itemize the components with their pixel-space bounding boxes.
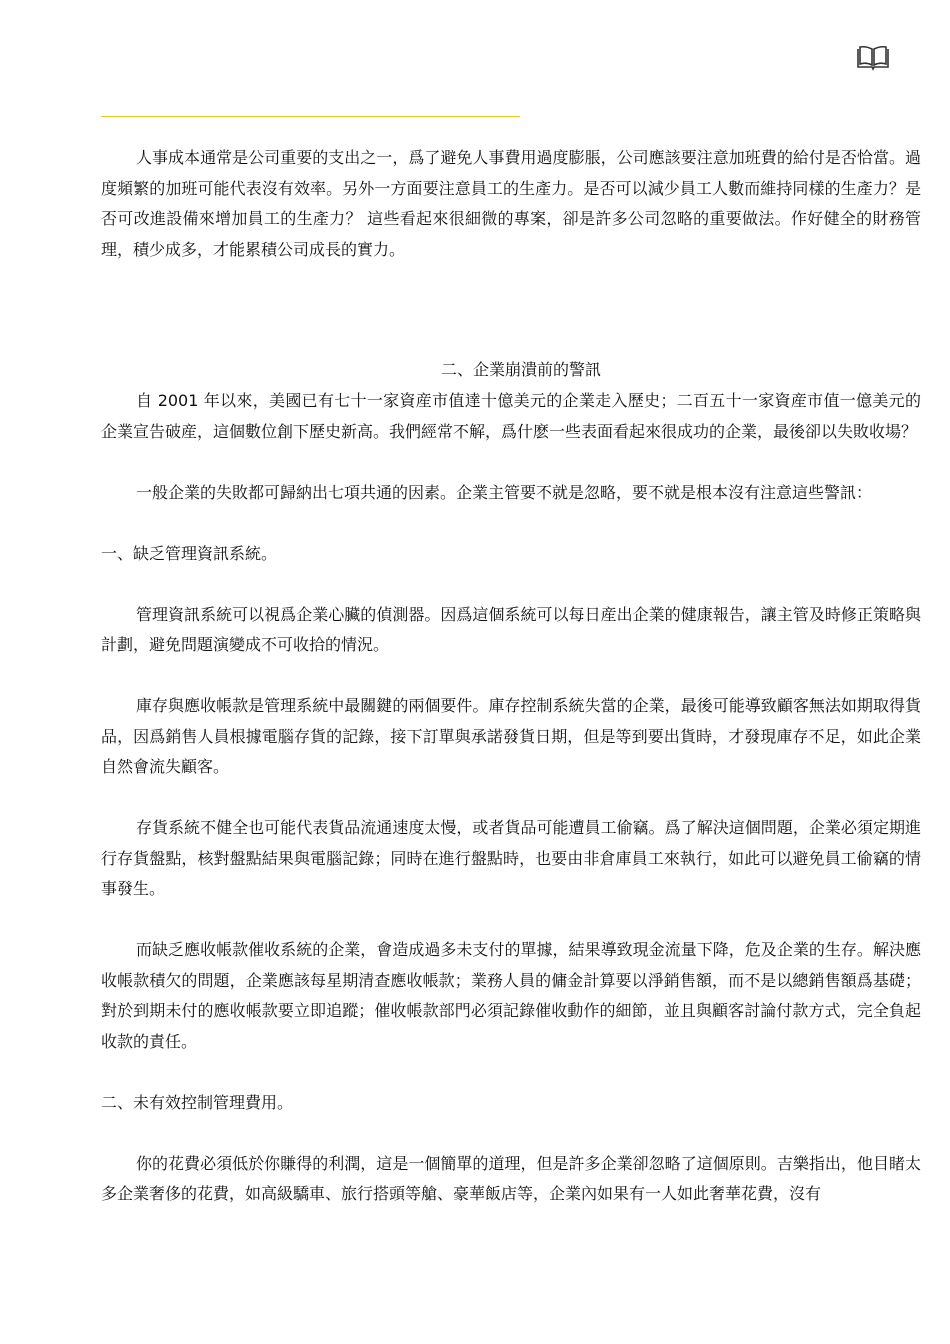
paragraph-collections: 而缺乏應收帳款催收系統的企業，會造成過多未支付的單據，結果導致現金流量下降，危及企業的生存。解決應收帳款積欠的問題，企業應該每星期清查應收帳款；業務人員的傭金計算要以淨銷售額，而不是以總銷售額爲基礎；對於到期未付的應收帳款要立即追蹤；催收帳款部門必須記錄催收動作的細節，並且與顧客討論付款方式，完全負起收款的責任。 (101, 940, 921, 1051)
header-divider (101, 116, 520, 117)
paragraph-failure-stats: 自 2001 年以來，美國已有七十一家資産市值達十億美元的企業走入歷史；二百五十一家資産市值一億美元的企業宣告破産，這個數位創下歷史新高。我們經常不解，爲什麽一些表面看起來很成功的企業，最後卻以失敗收場？ (101, 391, 921, 441)
document-body (101, 143, 921, 1210)
paragraph-mis-detector: 管理資訊系統可以視爲企業心臟的偵測器。因爲這個系統可以每日産出企業的健康報告，讓主管及時修正策略與計劃，避免問題演變成不可收拾的情況。 (101, 604, 921, 654)
book-icon[interactable] (856, 45, 890, 71)
item-heading-expenses: 二、未有效控制管理費用。 (101, 1092, 294, 1112)
paragraph-inventory-receivables: 庫存與應收帳款是管理系統中最關鍵的兩個要件。庫存控制系統失當的企業，最後可能導致顧客無法如期取得貨品，因爲銷售人員根據電腦存貨的記錄，接下訂單與承諾發貨日期，但是等到要出貨時，才發現庫存不足，如此企業自然會流失顧客。 (101, 696, 921, 776)
paragraph-spending: 你的花費必須低於你賺得的利潤，這是一個簡單的道理，但是許多企業卻忽略了這個原則。吉樂指出，他目睹太多企業奢侈的花費，如高級驕車、旅行搭頭等艙、豪華飯店等，企業內如果有一人如此奢華花費，沒有 (101, 1153, 921, 1203)
paragraph-seven-factors: 一般企業的失敗都可歸納出七項共通的因素。企業主管要不就是忽略，要不就是根本沒有注意這些警訊： (136, 482, 873, 502)
item-heading-mis: 一、缺乏管理資訊系統。 (101, 543, 278, 563)
section-heading: 二、企業崩潰前的警訊 (440, 360, 601, 379)
paragraph-inventory-theft: 存貨系統不健全也可能代表貨品流通速度太慢，或者貨品可能遭員工偷竊。爲了解決這個問題，企業必須定期進行存貨盤點，核對盤點結果與電腦記錄；同時在進行盤點時，也要由非倉庫員工來執行，如此可以避免員工偷竊的情事發生。 (101, 818, 921, 898)
paragraph-personnel-cost: 人事成本通常是公司重要的支出之一，爲了避免人事費用過度膨脹，公司應該要注意加班費的給付是否恰當。過度頻繁的加班可能代表沒有效率。另外一方面要注意員工的生產力。是否可以減少員工人數而維持同樣的生產力？是否可改進設備來增加員工的生產力？ 這些看起來很細微的專案，卻是許多公司忽略的重要做法。作好健全的財務管理，積少成多，才能累積公司成長的實力。 (101, 148, 921, 259)
